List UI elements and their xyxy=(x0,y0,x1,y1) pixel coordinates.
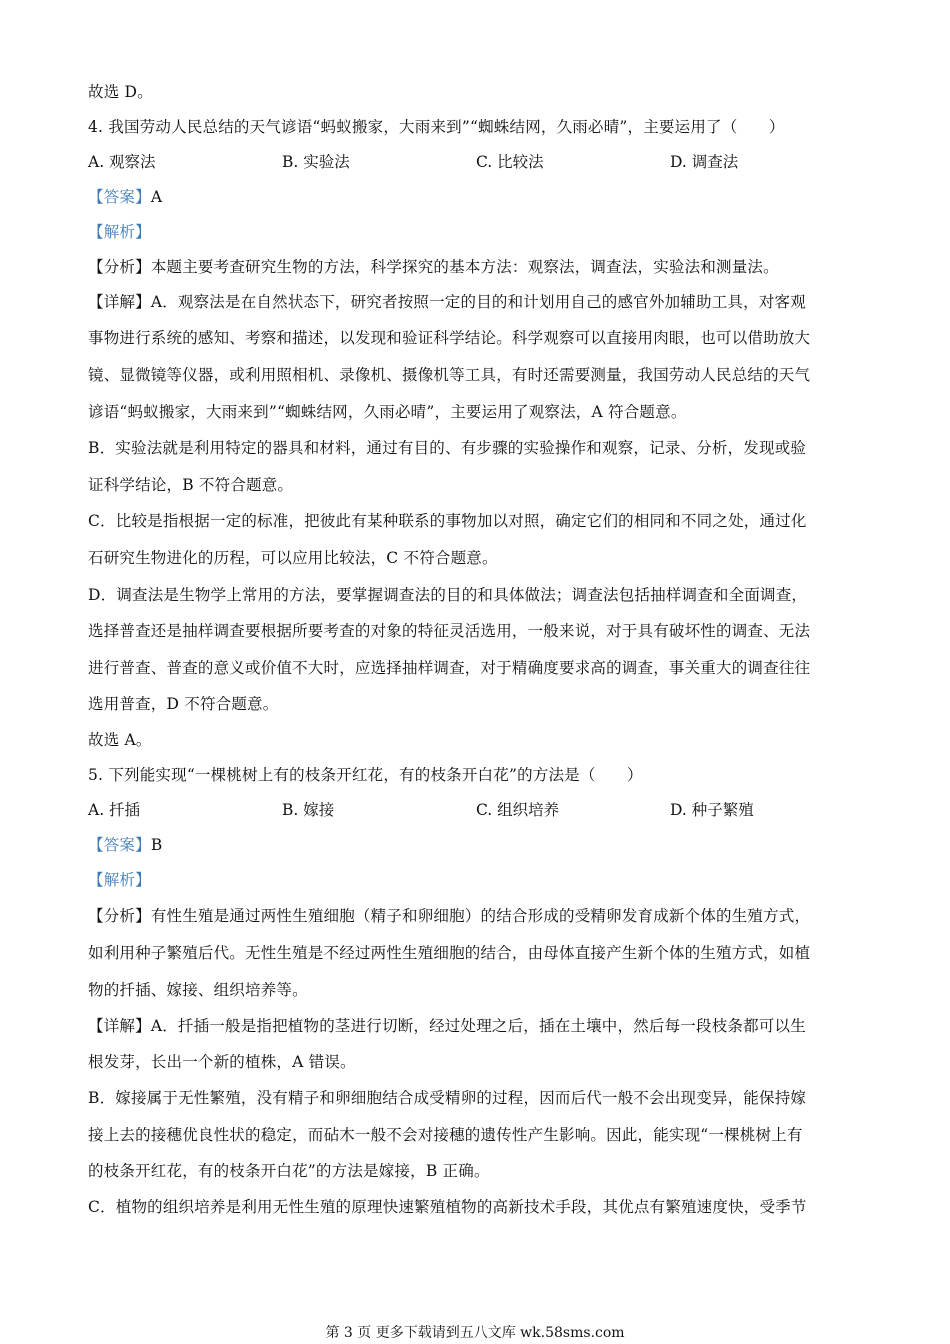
q5-option-b: B. 嫁接 xyxy=(282,801,335,819)
q5-jiexi-tag: 【解析】 xyxy=(88,871,151,889)
q5-detail-line: 根发芽，长出一个新的植株，A 错误。 xyxy=(88,1053,356,1071)
q4-answer: A xyxy=(150,188,163,206)
q4-detail-line: 选择普查还是抽样调查要根据所要考查的对象的特征灵活选用，一般来说，对于具有破坏性的调查、无法 xyxy=(88,622,811,640)
q5-fenxi xyxy=(88,906,810,926)
q5-detail-text: A．扦插一般是指把植物的茎进行切断，经过处理之后，插在土壤中，然后每一段枝条都可以生 xyxy=(150,1017,806,1035)
q4-detail-text: A．观察法是在自然状态下，研究者按照一定的目的和计划用自己的感官外加辅助工具，对客观 xyxy=(150,293,806,311)
q5-option-a: A. 扦插 xyxy=(88,801,141,819)
q4-fenxi xyxy=(88,257,779,277)
q4-detail-line: 事物进行系统的感知、考察和描述，以发现和验证科学结论。科学观察可以直接用肉眼，也可以借助放大 xyxy=(88,329,811,347)
q5-detail-line: C．植物的组织培养是利用无性生殖的原理快速繁殖植物的高新技术手段，其优点有繁殖速度快，受季节 xyxy=(88,1198,807,1216)
q4-detail-line: D．调查法是生物学上常用的方法，要掌握调查法的目的和具体做法；调查法包括抽样调查和全面调查， xyxy=(88,586,808,604)
q3-conclusion: 故选 D。 xyxy=(88,83,153,101)
fenxi-tag: 【分析】 xyxy=(88,907,151,925)
q5-detail-line xyxy=(88,1016,806,1036)
xiangjie-tag: 【详解】 xyxy=(88,1017,151,1035)
q5-detail-line: B．嫁接属于无性繁殖，没有精子和卵细胞结合成受精卵的过程，因而后代一般不会出现变异，能保持嫁 xyxy=(88,1089,807,1107)
q4-option-d: D. 调查法 xyxy=(670,153,739,171)
q5-fenxi-line: 物的扦插、嫁接、组织培养等。 xyxy=(88,981,308,999)
q4-conclusion: 故选 A。 xyxy=(88,731,152,749)
q4-detail-line: 石研究生物进化的历程，可以应用比较法，C 不符合题意。 xyxy=(88,549,498,567)
q5-answer-line xyxy=(88,835,162,855)
q4-detail-line: 证科学结论，B 不符合题意。 xyxy=(88,476,294,494)
q5-detail-line: 的枝条开红花，有的枝条开白花”的方法是嫁接，B 正确。 xyxy=(88,1162,490,1180)
q5-option-c: C. 组织培养 xyxy=(476,801,560,819)
q4-detail-line: C．比较是指根据一定的标准，把彼此有某种联系的事物加以对照，确定它们的相同和不同之处，通过化 xyxy=(88,512,807,530)
q4-answer-line xyxy=(88,187,162,207)
q5-fenxi-line: 如利用种子繁殖后代。无性生殖是不经过两性生殖细胞的结合，由母体直接产生新个体的生殖方式，如植 xyxy=(88,944,811,962)
q4-detail-line: 镜、显微镜等仪器，或利用照相机、录像机、摄像机等工具，有时还需要测量，我国劳动人民总结的天气 xyxy=(88,366,811,384)
q4-detail-line: B．实验法就是利用特定的器具和材料，通过有目的、有步骤的实验操作和观察，记录、分析，发现或验 xyxy=(88,439,807,457)
q5-stem: 5. 下列能实现“一棵桃树上有的枝条开红花，有的枝条开白花”的方法是（ ） xyxy=(88,766,643,784)
page-footer: 第 3 页 更多下载请到五八文库 wk.58sms.com xyxy=(325,1325,625,1341)
q5-answer: B xyxy=(150,836,163,854)
q4-option-b: B. 实验法 xyxy=(282,153,350,171)
q4-option-c: C. 比较法 xyxy=(476,153,544,171)
q4-option-a: A. 观察法 xyxy=(88,153,156,171)
fenxi-tag: 【分析】 xyxy=(88,258,151,276)
q4-jiexi-tag: 【解析】 xyxy=(88,223,151,241)
q4-detail-line: 谚语“蚂蚁搬家，大雨来到”“蜘蛛结网，久雨必晴”，主要运用了观察法，A 符合题意。 xyxy=(88,403,687,421)
q5-option-d: D. 种子繁殖 xyxy=(670,801,754,819)
q4-stem: 4. 我国劳动人民总结的天气谚语“蚂蚁搬家，大雨来到”“蜘蛛结网，久雨必晴”，主要运用了（ ） xyxy=(88,118,785,136)
q5-detail-line: 接上去的接穗优良性状的稳定，而砧木一般不会对接穗的遗传性产生影响。因此，能实现“一棵桃树上有 xyxy=(88,1126,803,1144)
q5-fenxi-text: 有性生殖是通过两性生殖细胞（精子和卵细胞）的结合形成的受精卵发育成新个体的生殖方式， xyxy=(150,907,811,925)
q4-fenxi-text: 本题主要考查研究生物的方法，科学探究的基本方法：观察法，调查法，实验法和测量法。 xyxy=(150,258,779,276)
q4-detail-line: 选用普查，D 不符合题意。 xyxy=(88,695,279,713)
q4-detail-line: 进行普查、普查的意义或价值不大时，应选择抽样调查，对于精确度要求高的调查，事关重大的调查往往 xyxy=(88,659,811,677)
answer-tag: 【答案】 xyxy=(88,836,151,854)
answer-tag: 【答案】 xyxy=(88,188,151,206)
q4-detail-line xyxy=(88,292,806,312)
xiangjie-tag: 【详解】 xyxy=(88,293,151,311)
